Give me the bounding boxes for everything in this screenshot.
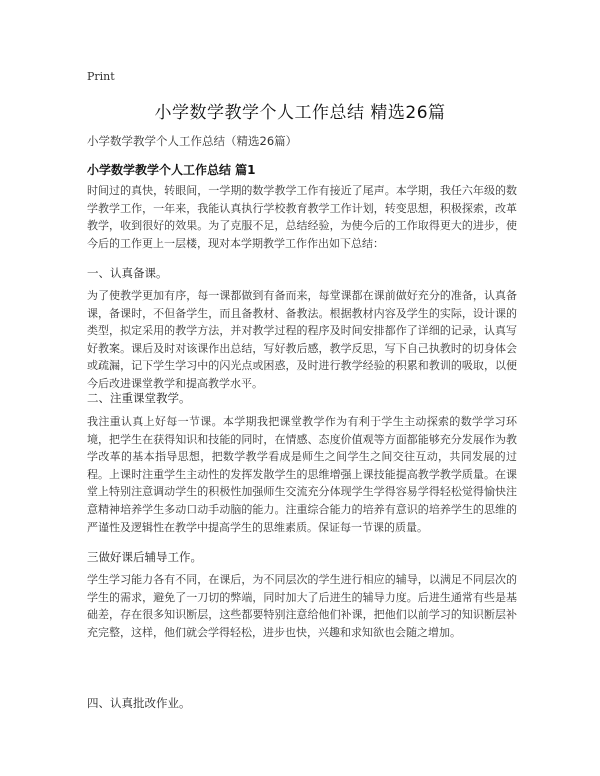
paragraph-prepare-lessons: 为了使教学更加有序，每一课都做到有备而来，每堂课都在课前做好充分的准备，认真备课，备课时，不但备学生，而且备教材、备教法。根据教材内容及学生的实际，设计课的类型，拟定采用的教学方法，并对教学过程的程序及时间安排都作了详细的记录，认真写好教案。课后及时对该课作出总结，写好教后感，教学反思，写下自己执教时的切身体会或疏漏，记下学生学习中的闪光点或困惑，及时进行教学经验的积累和教训的吸取，以便今后改进课堂教学和提高教学水平。 bbox=[87, 289, 517, 390]
document-subtitle: 小学数学教学个人工作总结（精选26篇） bbox=[87, 134, 298, 148]
page-title: 小学数学教学个人工作总结 精选26篇 bbox=[154, 103, 446, 123]
intro-paragraph: 时间过的真快，转眼间，一学期的数学教学工作有接近了尾声。本学期，我任六年级的数学教学工作，一年来，我能认真执行学校教育教学工作计划，转变思想，积极探索，改革教学，收到很好的效果。为了克服不足，总结经验，为使今后的工作取得更大的进步，使今后的工作更上一层楼，现对本学期教学工作作出如下总结： bbox=[87, 184, 517, 250]
heading-prepare-lessons: 一、认真备课。 bbox=[87, 266, 168, 280]
paragraph-after-class-tutoring: 学生学习能力各有不同，在课后，为不同层次的学生进行相应的辅导，以满足不同层次的学生的需求，避免了一刀切的弊端，同时加大了后进生的辅导力度。后进生通常有些是基础差，存在很多知识断层，这些都要特别注意给他们补课，把他们以前学习的知识断层补充完整，这样，他们就会学得轻松，进步也快，兴趣和求知欲也会随之增加。 bbox=[87, 573, 517, 639]
heading-grade-homework: 四、认真批改作业。 bbox=[87, 696, 191, 710]
paragraph-classroom-teaching: 我注重认真上好每一节课。本学期我把课堂教学作为有利于学生主动探索的数学学习环境，把学生在获得知识和技能的同时，在情感、态度价值观等方面都能够充分发展作为教学改革的基本指导思想，把数学教学看成是师生之间学生之间交往互动，共同发展的过程。上课时注重学生主动性的发挥发散学生的思维增强上课技能提高教学教学质量。在课堂上特别注意调动学生的积极性加强师生交流充分体现学生学得容易学得轻松觉得愉快注意精神培养学生多动口动手动脑的能力。注重综合能力的培养有意识的培养学生的思维的严谨性及逻辑性在教学中提高学生的思维素质。保证每一节课的质量。 bbox=[87, 415, 517, 534]
heading-classroom-teaching: 二、注重课堂教学。 bbox=[87, 391, 191, 405]
print-link[interactable]: Print bbox=[87, 70, 115, 83]
heading-after-class-tutoring: 三做好课后辅导工作。 bbox=[87, 550, 202, 564]
section-title: 小学数学教学个人工作总结 篇1 bbox=[87, 163, 256, 177]
